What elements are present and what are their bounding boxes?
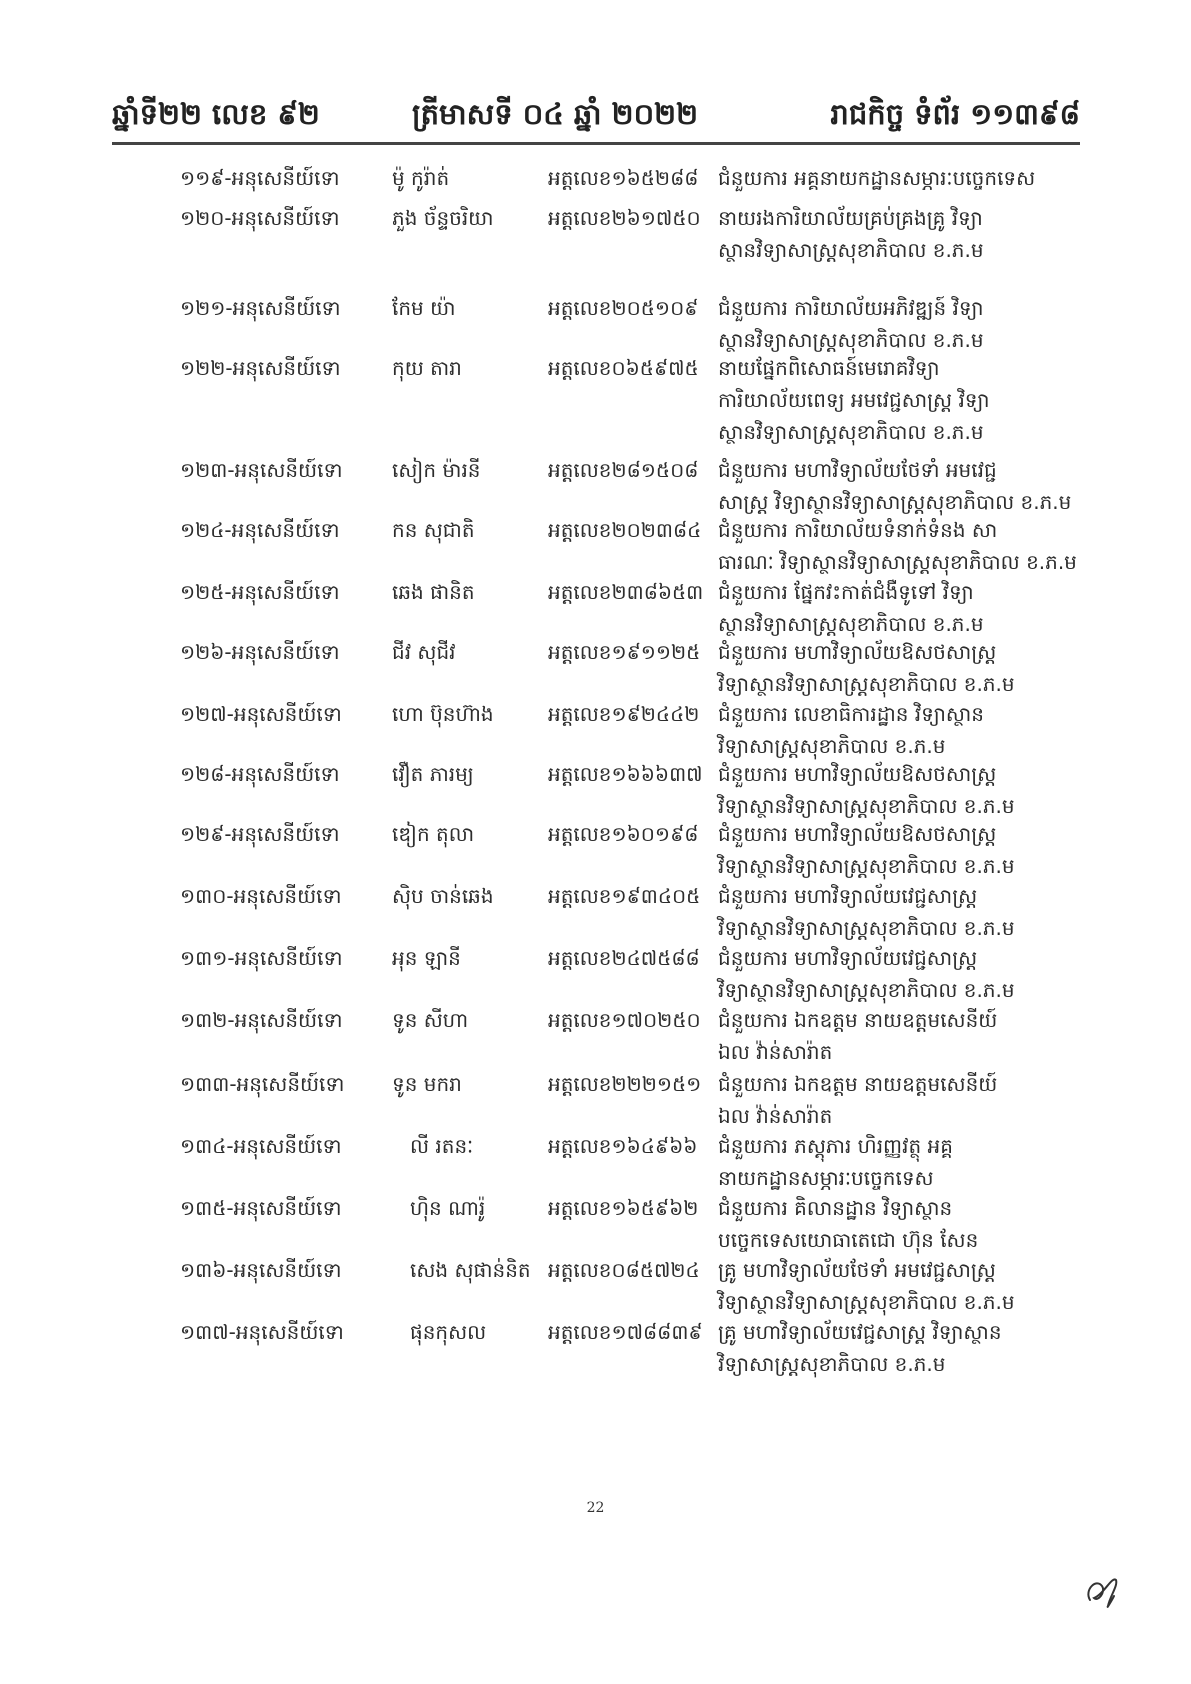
- duty-line: ជំនួយការ មហាវិទ្យាល័យវេជ្ជសាស្ត្រ: [718, 884, 978, 908]
- duty-text: [718, 1068, 1058, 1132]
- id-number: អត្តលេខ០៦៥៩៧៥: [548, 356, 699, 380]
- duty-text: [718, 352, 1058, 448]
- id-number: អត្តលេខ២៣៨៦៥៣: [548, 580, 704, 604]
- id-number: អត្តលេខ១៦៤៩៦៦: [548, 1134, 698, 1158]
- id-number: អត្តលេខ១៦៥២៨៨: [548, 166, 699, 190]
- id-number: អត្តលេខ២៤៧៥៨៨: [548, 946, 700, 970]
- rank-text: ១២៦-អនុសេនីយ៍ទោ: [180, 640, 340, 664]
- duty-text: [718, 698, 1058, 762]
- duty-line: សាស្ត្រ វិទ្យាស្ថានវិទ្យាសាស្ត្រសុខាភិបាល ខ.ភ.ម: [718, 490, 1072, 514]
- id-number: អត្តលេខ០៨៥៧២៤: [548, 1258, 700, 1282]
- id-number: អត្តលេខ១៩១១២៥: [548, 640, 701, 664]
- duty-line: ជំនួយការ ឯកឧត្តម នាយឧត្តមសេនីយ៍: [718, 1008, 998, 1032]
- person-name: ជីវ សុជីវ: [392, 640, 456, 664]
- duty-line: វិទ្យាស្ថានវិទ្យាសាស្ត្រសុខាភិបាល ខ.ភ.ម: [718, 1290, 1015, 1314]
- duty-line: ជំនួយការ លេខាធិការដ្ឋាន វិទ្យាស្ថាន: [718, 702, 984, 726]
- duty-line: ជំនួយការ មហាវិទ្យាល័យឱសថសាស្ត្រ: [718, 640, 997, 664]
- duty-line: ធារណៈ វិទ្យាស្ថានវិទ្យាសាស្ត្រសុខាភិបាល ខ.ភ.ម: [718, 550, 1077, 574]
- duty-line: គ្រូ មហាវិទ្យាល័យថែទាំ អមវេជ្ជសាស្ត្រ: [718, 1258, 996, 1282]
- id-number: អត្តលេខ១៩២៤៤២: [548, 702, 700, 726]
- rank-text: ១២២-អនុសេនីយ៍ទោ: [180, 356, 341, 380]
- id-number: អត្តលេខ១៩៣៤០៥: [548, 884, 701, 908]
- rank-text: ១២៨-អនុសេនីយ៍ទោ: [180, 762, 340, 786]
- rank-text: ១២៤-អនុសេនីយ៍ទោ: [180, 518, 340, 542]
- duty-text: [718, 880, 1058, 944]
- person-name: ទូន មករា: [392, 1072, 462, 1096]
- duty-text: [718, 292, 1058, 356]
- duty-line: ជំនួយការ មហាវិទ្យាល័យឱសថសាស្ត្រ: [718, 822, 997, 846]
- person-name: ទូន សីហា: [392, 1008, 469, 1032]
- page-number: 22: [586, 1500, 605, 1516]
- duty-line: វិទ្យាស្ថានវិទ្យាសាស្ត្រសុខាភិបាល ខ.ភ.ម: [718, 978, 1015, 1002]
- gazette-quarter: ត្រីមាសទី ០៤ ឆ្នាំ ២០២២: [412, 97, 699, 131]
- duty-line: ឯល វ៉ាន់សារ៉ាត: [718, 1104, 833, 1128]
- id-number: អត្តលេខ១៧០២៥០: [548, 1008, 701, 1032]
- duty-text: [718, 202, 1058, 266]
- person-name: កន សុជាតិ: [392, 518, 475, 542]
- duty-text: [718, 576, 1058, 640]
- person-name: ឆេង ផានិត: [392, 580, 475, 604]
- duty-line: ជំនួយការ មហាវិទ្យាល័យថែទាំ អមវេជ្ជ: [718, 458, 997, 482]
- duty-line: ជំនួយការ ផ្នែកវះកាត់ជំងឺទូទៅ វិទ្យា: [718, 580, 974, 604]
- id-number: អត្តលេខ២២២១៥១: [548, 1072, 702, 1096]
- duty-line: ជំនួយការ អគ្គនាយកដ្ឋានសម្ភារៈបច្ចេកទេស: [718, 166, 1036, 190]
- list-item: [0, 1004, 1191, 1076]
- duty-line: ស្ថានវិទ្យាសាស្ត្រសុខាភិបាល ខ.ភ.ម: [718, 328, 984, 352]
- person-name: សៀក ម៉ារនី: [392, 458, 481, 482]
- id-number: អត្តលេខ២០២៣៨៤: [548, 518, 702, 542]
- duty-line: វិទ្យាស្ថានវិទ្យាសាស្ត្រសុខាភិបាល ខ.ភ.ម: [718, 854, 1015, 878]
- person-name: វឿត ភារម្យ: [392, 762, 474, 786]
- duty-text: [718, 758, 1058, 822]
- rank-text: ១៣២-អនុសេនីយ៍ទោ: [180, 1008, 343, 1032]
- duty-text: [718, 1316, 1058, 1380]
- duty-text: [718, 1192, 1058, 1256]
- person-name: ស៊ិប ចាន់ឆេង: [392, 884, 494, 908]
- duty-line: នាយផ្នែកពិសោធន៍មេរោគវិទ្យា: [718, 356, 940, 380]
- person-name: កុយ តារា: [392, 356, 462, 380]
- duty-line: នាយរងការិយាល័យគ្រប់គ្រងគ្រូ វិទ្យា: [718, 206, 983, 230]
- duty-text: [718, 942, 1058, 1006]
- duty-line: ជំនួយការ គិលានដ្ឋាន វិទ្យាស្ថាន: [718, 1196, 953, 1220]
- person-name: កែម យ៉ា: [392, 296, 456, 320]
- rank-text: ១៣៥-អនុសេនីយ៍ទោ: [180, 1196, 342, 1220]
- rank-text: ១៣១-អនុសេនីយ៍ទោ: [180, 946, 343, 970]
- id-number: អត្តលេខ១៦៥៩៦២: [548, 1196, 699, 1220]
- rank-text: ១២១-អនុសេនីយ៍ទោ: [180, 296, 341, 320]
- rank-text: ១៣៦-អនុសេនីយ៍ទោ: [180, 1258, 342, 1282]
- handwritten-initial: [1082, 1570, 1122, 1614]
- gazette-year-issue: ឆ្នាំទី២២ លេខ ៩២: [112, 97, 320, 131]
- person-name: អុន ឡានី: [392, 946, 461, 970]
- id-number: អត្តលេខ១៧៨៨៣៩: [548, 1320, 703, 1344]
- person-name: សេង សុផាន់និត: [410, 1258, 531, 1282]
- duty-line: ការិយាល័យពេទ្យ អមវេជ្ជសាស្ត្រ វិទ្យា: [718, 388, 990, 412]
- person-name: ហ៊ិន ណារ៉ូ: [410, 1196, 486, 1220]
- duty-line: ជំនួយការ ការិយាល័យអភិវឌ្ឍន៍ វិទ្យា: [718, 296, 984, 320]
- person-name: ហោ ប៊ុនហ៊ាង: [392, 702, 494, 726]
- rank-text: ១៣៤-អនុសេនីយ៍ទោ: [180, 1134, 342, 1158]
- rank-text: ១៣៣-អនុសេនីយ៍ទោ: [180, 1072, 345, 1096]
- duty-line: ជំនួយការ ការិយាល័យទំនាក់ទំនង សា: [718, 518, 998, 542]
- duty-text: [718, 454, 1072, 518]
- duty-text: [718, 1130, 1058, 1194]
- duty-text: [718, 818, 1058, 882]
- rank-text: ១៣០-អនុសេនីយ៍ទោ: [180, 884, 342, 908]
- duty-line: ឯល វ៉ាន់សារ៉ាត: [718, 1040, 833, 1064]
- duty-line: ជំនួយការ ឯកឧត្តម នាយឧត្តមសេនីយ៍: [718, 1072, 998, 1096]
- rank-text: ១២៥-អនុសេនីយ៍ទោ: [180, 580, 340, 604]
- list-item: [0, 1316, 1191, 1388]
- duty-line: នាយកដ្ឋានសម្ភារៈបច្ចេកទេស: [718, 1166, 934, 1190]
- duty-text: [718, 636, 1058, 700]
- duty-line: បច្ចេកទេសយោធាតេជោ ហ៊ុន សែន: [718, 1228, 979, 1252]
- duty-text: [718, 1254, 1058, 1318]
- duty-text: [718, 514, 1077, 578]
- duty-line: វិទ្យាស្ថានវិទ្យាសាស្ត្រសុខាភិបាល ខ.ភ.ម: [718, 794, 1015, 818]
- duty-text: [718, 1004, 1058, 1068]
- duty-line: ស្ថានវិទ្យាសាស្ត្រសុខាភិបាល ខ.ភ.ម: [718, 612, 984, 636]
- person-name: ឌៀក តុលា: [392, 822, 475, 846]
- list-item: [0, 202, 1191, 274]
- rank-text: ១១៩-អនុសេនីយ៍ទោ: [180, 166, 340, 190]
- rank-text: ១២០-អនុសេនីយ៍ទោ: [180, 206, 340, 230]
- duty-line: ស្ថានវិទ្យាសាស្ត្រសុខាភិបាល ខ.ភ.ម: [718, 238, 984, 262]
- person-name: ភួង ច័ន្ទចរិយា: [392, 206, 494, 230]
- duty-line: ជំនួយការ មហាវិទ្យាល័យឱសថសាស្ត្រ: [718, 762, 997, 786]
- id-number: អត្តលេខ២៦១៧៥០: [548, 206, 701, 230]
- duty-line: គ្រូ មហាវិទ្យាល័យវេជ្ជសាស្ត្រ វិទ្យាស្ថាន: [718, 1320, 1002, 1344]
- rank-text: ១២៧-អនុសេនីយ៍ទោ: [180, 702, 342, 726]
- id-number: អត្តលេខ១៦៦៦៣៧: [548, 762, 703, 786]
- rank-text: ១២៣-អនុសេនីយ៍ទោ: [180, 458, 343, 482]
- duty-text: [718, 162, 1058, 194]
- duty-line: វិទ្យាស្ថានវិទ្យាសាស្ត្រសុខាភិបាល ខ.ភ.ម: [718, 916, 1015, 940]
- rank-text: ១២៩-អនុសេនីយ៍ទោ: [180, 822, 340, 846]
- duty-line: ជំនួយការ មហាវិទ្យាល័យវេជ្ជសាស្ត្រ: [718, 946, 978, 970]
- person-name: ម៉ូ កូរ៉ាត់: [392, 166, 450, 190]
- list-item: [0, 352, 1191, 444]
- rank-text: ១៣៧-អនុសេនីយ៍ទោ: [180, 1320, 344, 1344]
- duty-line: ស្ថានវិទ្យាសាស្ត្រសុខាភិបាល ខ.ភ.ម: [718, 420, 984, 444]
- gazette-page-ref: រាជកិច្ច ទំព័រ ១១៣៩៨: [830, 97, 1080, 131]
- id-number: អត្តលេខ២៨១៥០៨: [548, 458, 699, 482]
- person-name: លី រតនៈ: [410, 1134, 474, 1158]
- person-name: ផុនកុសល: [410, 1320, 487, 1344]
- id-number: អត្តលេខ១៦០១៩៨: [548, 822, 699, 846]
- duty-line: វិទ្យាសាស្ត្រសុខាភិបាល ខ.ភ.ម: [718, 1352, 946, 1376]
- id-number: អត្តលេខ២០៥១០៩: [548, 296, 699, 320]
- duty-line: វិទ្យាស្ថានវិទ្យាសាស្ត្រសុខាភិបាល ខ.ភ.ម: [718, 672, 1015, 696]
- duty-line: វិទ្យាសាស្ត្រសុខាភិបាល ខ.ភ.ម: [718, 734, 946, 758]
- duty-line: ជំនួយការ ភស្តុភារ ហិរញ្ញវត្ថុ អគ្គ: [718, 1134, 953, 1158]
